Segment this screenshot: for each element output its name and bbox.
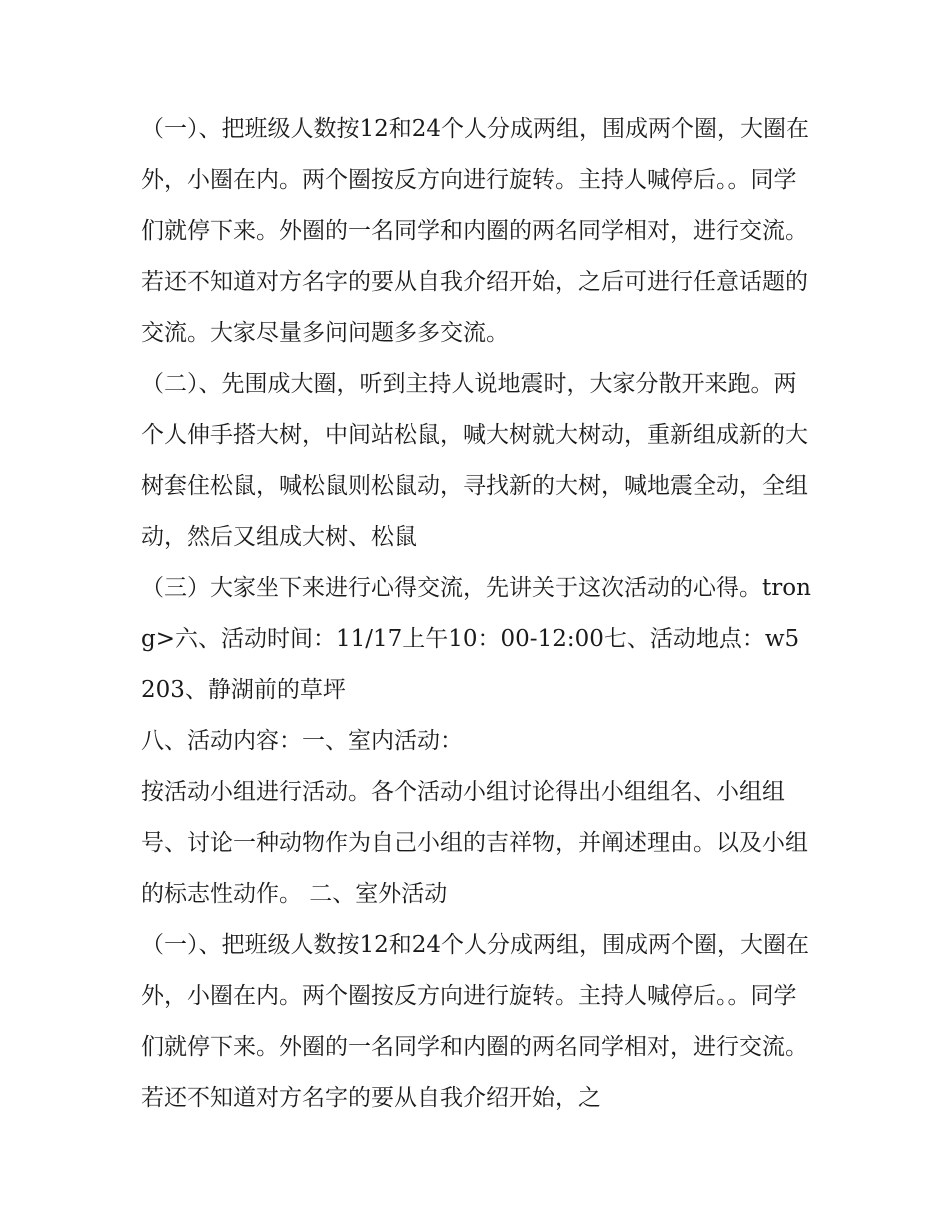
- document-body: [141, 104, 813, 1124]
- paragraph-1: （一）、把班级人数按12和24个人分成两组，围成两个圈，大圈在外，小圈在内。两个圈按反方向进行旋转。主持人喊停后。。同学们就停下来。外圈的一名同学和内圈的两名同学相对，进行交流。若还不知道对方名字的要从自我介绍开始，之后可进行任意话题的交流。大家尽量多问问题多多交流。: [141, 116, 810, 346]
- paragraph-2: （二）、先围成大圈，听到主持人说地震时，大家分散开来跑。两个人伸手搭大树，中间站松鼠，喊大树就大树动，重新组成新的大树套住松鼠，喊松鼠则松鼠动，寻找新的大树，喊地震全动，全组动，然后又组成大树、松鼠: [141, 371, 808, 550]
- paragraph-6: （一）、把班级人数按12和24个人分成两组，围成两个圈，大圈在外，小圈在内。两个圈按反方向进行旋转。主持人喊停后。。同学们就停下来。外圈的一名同学和内圈的两名同学相对，进行交流。若还不知道对方名字的要从自我介绍开始，之: [141, 932, 810, 1111]
- paragraph-4: 八、活动内容：一、室内活动：: [141, 728, 463, 754]
- paragraph-3: （三）大家坐下来进行心得交流，先讲关于这次活动的心得。trong>六、活动时间：11/17上午10：00-12:00七、活动地点：w5203、静湖前的草坪: [141, 575, 811, 703]
- paragraph-5: 按活动小组进行活动。各个活动小组讨论得出小组组名、小组组号、讨论一种动物作为自己小组的吉祥物，并阐述理由。以及小组的标志性动作。 二、室外活动: [141, 779, 808, 907]
